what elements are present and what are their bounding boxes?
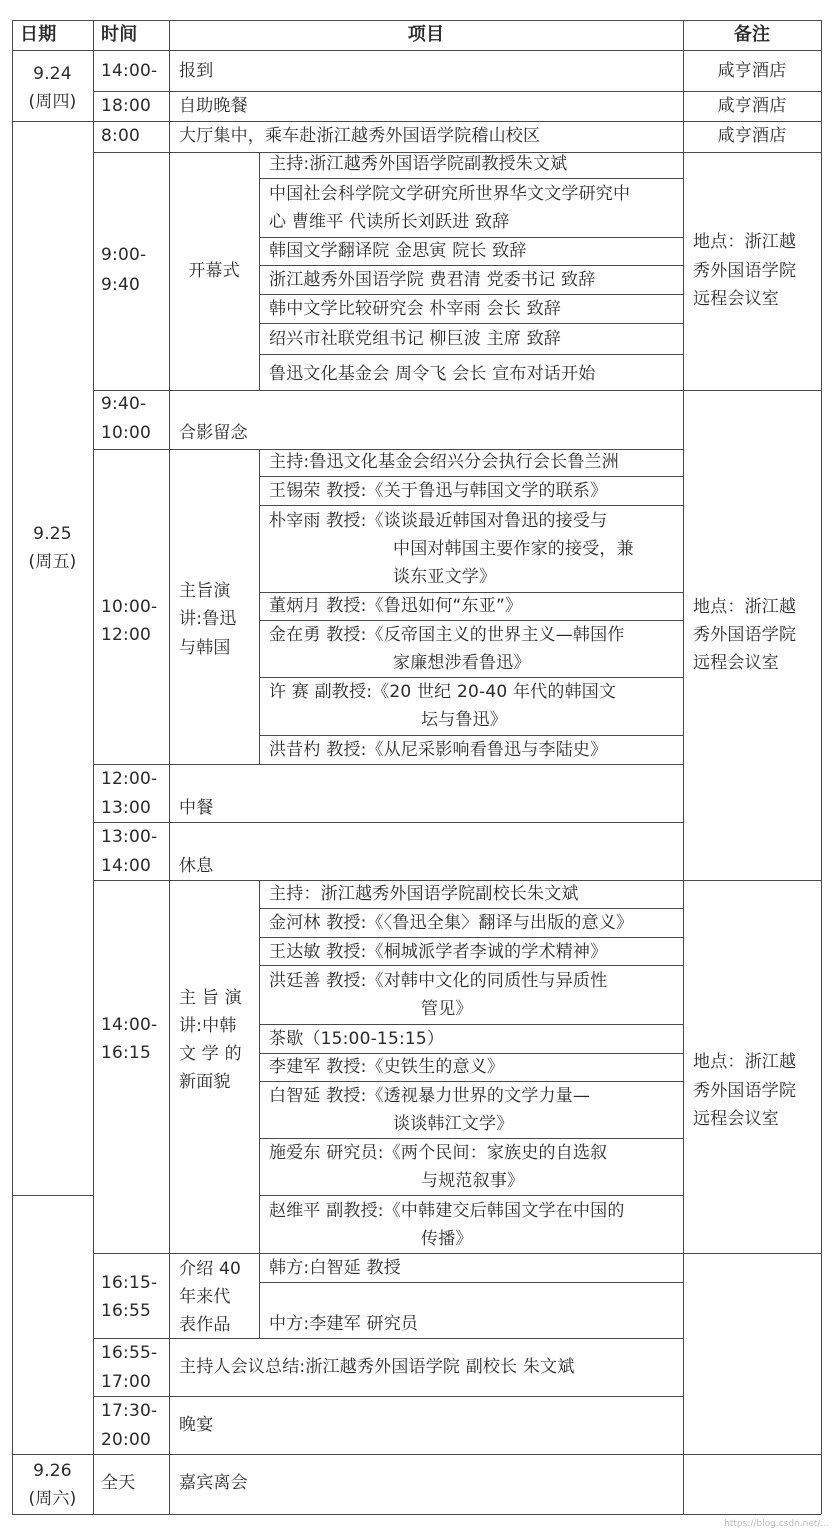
row-divider [93,390,821,391]
time-cell: 9:00- [101,245,147,265]
agenda-line: 传播》 [421,1229,473,1249]
sub-row-divider [259,505,683,506]
time-cell: 全天 [101,1473,136,1493]
agenda-line: 绍兴市社联党组书记 柳巨波 主席 致辞 [269,329,562,349]
item-cell: 大厅集中，乘车赴浙江越秀外国语学院稽山校区 [179,126,541,146]
sub-row-divider [259,354,683,355]
table-border-bottom [12,1514,821,1515]
note-venue: 远程会议室 [693,1109,779,1129]
agenda-line: 赵维平 副教授:《中韩建交后韩国文学在中国的 [269,1201,625,1221]
session-label: 讲:鲁迅 [179,609,237,629]
item-cell: 嘉宾离会 [179,1473,248,1493]
session-label: 开幕式 [188,261,240,281]
session-label: 主 旨 演 [179,988,242,1008]
item-cell: 晚宴 [179,1415,214,1435]
time-cell: 10:00 [101,423,151,443]
note-hotel: 咸亨酒店 [717,61,787,81]
agenda-line: 茶歇（15:00-15:15） [269,1029,445,1049]
agenda-line: 管见》 [421,999,473,1019]
column-divider-time [169,20,170,1514]
session-label: 介绍 40 [179,1259,242,1279]
agenda-line: 朴宰雨 教授:《谈谈最近韩国对鲁迅的接受与 [269,511,608,531]
table-border-right [821,20,822,1514]
time-cell: 16:15 [101,1043,151,1063]
note-venue: 秀外国语学院 [693,1081,797,1101]
agenda-line: 李建军 教授:《史铁生的意义》 [269,1057,505,1077]
sub-row-divider [259,1282,683,1283]
item-cell: 合影留念 [179,423,248,443]
note-venue: 秀外国语学院 [693,261,797,281]
table-border-left [12,20,13,1514]
note-venue: 地点：浙江越 [693,1052,797,1072]
watermark: https://blog.csdn.net/... [724,1519,829,1529]
weekday-thu: (周四) [28,92,77,112]
item-cell: 自助晚餐 [179,96,248,116]
agenda-line: 王达敏 教授:《桐城派学者李诚的学术精神》 [269,942,608,962]
agenda-line: 韩中文学比较研究会 朴宰雨 会长 致辞 [269,299,562,319]
sub-row-divider [12,1195,93,1196]
weekday-sat: (周六) [28,1489,77,1509]
header-date: 日期 [20,24,57,45]
agenda-line: 浙江越秀外国语学院 费君清 党委书记 致辞 [269,270,596,290]
time-cell: 20:00 [101,1430,151,1450]
time-cell: 13:00 [101,798,151,818]
header-time: 时间 [101,24,138,45]
note-venue: 远程会议室 [693,653,779,673]
agenda-line: 金在勇 教授:《反帝国主义的世界主义—韩国作 [269,625,625,645]
agenda-line: 主持:鲁迅文化基金会绍兴分会执行会长鲁兰洲 [269,452,619,472]
sub-row-divider [259,323,683,324]
day-divider [12,1454,821,1455]
time-cell: 16:55- [101,1343,158,1363]
item-cell: 休息 [179,856,214,876]
session-label: 讲:中韩 [179,1016,237,1036]
agenda-line: 谈东亚文学》 [393,567,497,587]
header-item: 项目 [407,24,445,45]
agenda-line: 坛与鲁迅》 [421,710,507,730]
time-cell: 10:00- [101,597,158,617]
note-venue: 地点：浙江越 [693,597,797,617]
note-venue: 远程会议室 [693,289,779,309]
row-divider [93,1396,683,1397]
session-label: 主旨演 [179,581,231,601]
column-divider-date [93,20,94,1514]
agenda-line: 中国社会科学院文学研究所世界华文文学研究中 [269,184,631,204]
time-cell: 17:00 [101,1372,151,1392]
time-cell: 14:00 [101,856,151,876]
agenda-line: 洪昔杓 教授:《从尼采影响看鲁迅与李陆史》 [269,740,608,760]
sub-column-divider [259,880,260,1338]
agenda-line: 金河林 教授:《〈鲁迅全集〉翻译与出版的意义》 [269,913,634,933]
time-cell: 18:00 [101,96,151,116]
agenda-line: 家廉想涉看鲁迅》 [393,653,531,673]
agenda-line: 董炳月 教授:《鲁迅如何“东亚”》 [269,596,523,616]
session-label: 文 学 的 [179,1044,242,1064]
agenda-line: 中国对韩国主要作家的接受，兼 [393,539,634,559]
agenda-line: 韩国文学翻译院 金思寅 院长 致辞 [269,241,527,261]
item-cell: 报到 [179,61,214,81]
time-cell: 9:40 [101,275,140,295]
agenda-line: 心 曹维平 代读所长刘跃进 致辞 [269,212,510,232]
agenda-line: 中方:李建军 研究员 [269,1314,419,1334]
time-cell: 16:55 [101,1301,151,1321]
header-divider [12,50,821,51]
weekday-fri: (周五) [28,552,77,572]
agenda-line: 白智延 教授:《透视暴力世界的文学力量— [269,1086,591,1106]
agenda-line: 洪廷善 教授:《对韩中文化的同质性与异质性 [269,971,608,991]
row-divider [93,764,683,765]
session-label: 年来代 [179,1287,231,1307]
agenda-line: 鲁迅文化基金会 周令飞 会长 宣布对话开始 [269,364,596,384]
time-cell: 17:30- [101,1401,158,1421]
sub-column-divider [259,449,260,764]
agenda-line: 韩方:白智延 教授 [269,1258,401,1278]
row-divider [93,1253,821,1254]
agenda-line: 许 赛 副教授:《20 世纪 20-40 年代的韩国文 [269,682,617,702]
time-cell: 12:00- [101,769,158,789]
date-9-26: 9.26 [33,1461,72,1481]
note-venue: 地点：浙江越 [693,232,797,252]
agenda-line: 主持：浙江越秀外国语学院副校长朱文斌 [269,884,579,904]
sub-row-divider [259,1195,683,1196]
session-label: 与韩国 [179,638,231,658]
header-note: 备注 [733,24,771,45]
date-9-25: 9.25 [33,524,72,544]
time-cell: 14:00- [101,61,158,81]
session-label: 表作品 [179,1315,231,1335]
column-divider-item [683,20,684,1514]
note-venue: 秀外国语学院 [693,625,797,645]
agenda-line: 谈谈韩江文学》 [393,1114,514,1134]
session-label: 新面貌 [179,1072,231,1092]
time-cell: 14:00- [101,1015,158,1035]
agenda-line: 王锡荣 教授:《关于鲁迅与韩国文学的联系》 [269,481,608,501]
time-cell: 12:00 [101,625,151,645]
agenda-line: 施爱东 研究员:《两个民间：家族史的自选叙 [269,1143,608,1163]
note-hotel: 咸亨酒店 [717,126,787,146]
note-hotel: 咸亨酒店 [717,96,787,116]
item-cell: 主持人会议总结:浙江越秀外国语学院 副校长 朱文斌 [179,1357,575,1377]
time-cell: 16:15- [101,1273,158,1293]
time-cell: 8:00 [101,126,140,146]
row-divider [93,822,683,823]
time-cell: 13:00- [101,827,158,847]
agenda-line: 主持:浙江越秀外国语学院副教授朱文斌 [269,154,568,174]
item-cell: 中餐 [179,798,214,818]
time-cell: 9:40- [101,394,147,414]
date-9-24: 9.24 [33,64,72,84]
agenda-line: 与规范叙事》 [421,1171,525,1191]
sub-row-divider [259,178,683,179]
